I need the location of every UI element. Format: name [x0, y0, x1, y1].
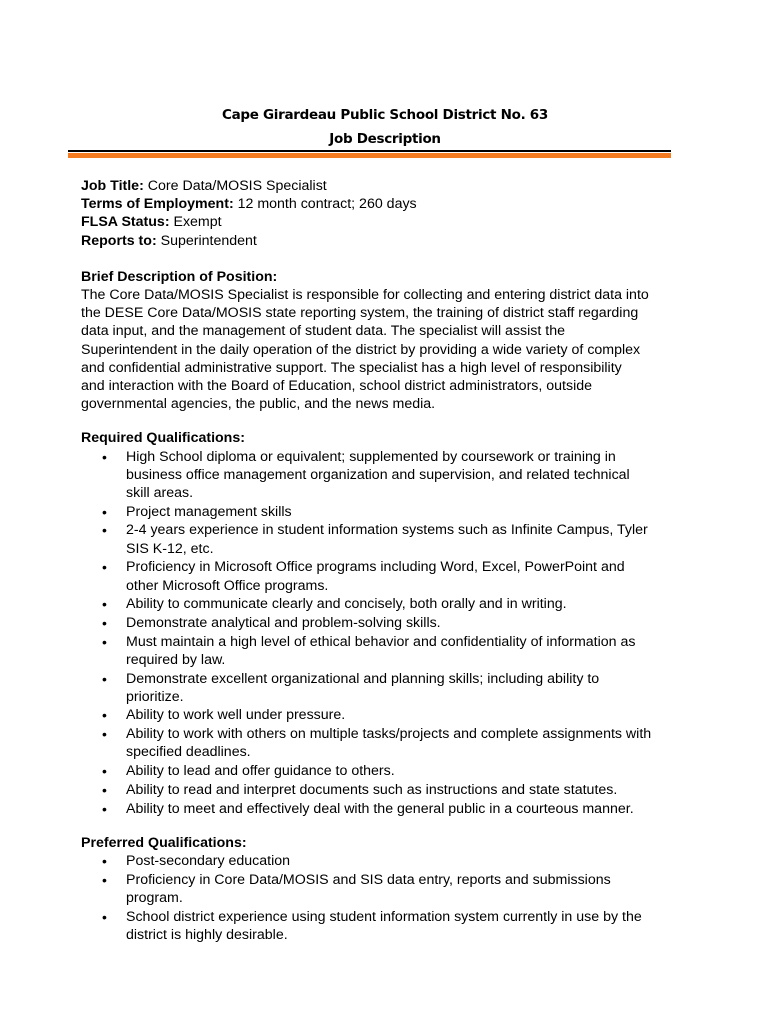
required-qualifications-list: [81, 448, 701, 818]
text-line: required by law.: [126, 651, 226, 668]
field-label: Job Title:: [81, 178, 144, 194]
preferred-qualifications-section: [81, 834, 701, 944]
field-terms-of-employment: [81, 195, 701, 213]
text-line: district is highly desirable.: [126, 927, 288, 944]
field-value: Core Data/MOSIS Specialist: [143, 178, 327, 194]
text-line: skill areas.: [126, 485, 194, 502]
text-line: Demonstrate analytical and problem-solving skills.: [126, 614, 441, 631]
section-title: Preferred Qualifications:: [81, 835, 247, 852]
list-item: [81, 706, 701, 724]
text-line: other Microsoft Office programs.: [126, 577, 329, 594]
list-item: [81, 633, 701, 669]
bullet-icon: •: [102, 909, 107, 926]
header-rule-thick: [68, 153, 671, 158]
text-line: specified deadlines.: [126, 744, 251, 761]
list-item: [81, 871, 701, 907]
text-line: SIS K-12, etc.: [126, 540, 214, 557]
text-line: Ability to communicate clearly and concisely, both orally and in writing.: [126, 596, 567, 613]
text-line: and interaction with the Board of Education, school district administrators, outside: [81, 378, 593, 395]
list-item: [81, 725, 701, 761]
list-item: [81, 852, 701, 870]
bullet-icon: •: [102, 448, 107, 465]
field-label: Terms of Employment:: [81, 196, 234, 213]
bullet-icon: •: [102, 670, 107, 687]
section-title: Required Qualifications:: [81, 430, 245, 447]
preferred-qualifications-list: [81, 852, 701, 944]
text-line: Superintendent in the daily operation of the district by providing a wide variety of complex: [81, 341, 641, 358]
field-value: 12 month contract; 260 days: [233, 196, 417, 213]
text-line: Proficiency in Microsoft Office programs including Word, Excel, PowerPoint and: [126, 559, 625, 576]
bullet-icon: •: [102, 726, 107, 743]
bullet-icon: •: [102, 596, 107, 613]
text-line: and confidential administrative support. The specialist has a high level of responsibility: [81, 359, 622, 376]
list-item: [81, 800, 701, 818]
document-header: [0, 103, 770, 151]
bullet-icon: •: [102, 503, 107, 520]
bullet-icon: •: [102, 559, 107, 576]
text-line: Project management skills: [126, 503, 292, 520]
text-line: program.: [126, 890, 183, 907]
brief-description-text: [81, 286, 701, 413]
bullet-icon: •: [102, 853, 107, 870]
text-line: School district experience using student information system currently in use by the: [126, 909, 642, 926]
bullet-icon: •: [102, 781, 107, 798]
field-value: Exempt: [169, 214, 222, 231]
list-item: [81, 614, 701, 632]
bullet-icon: •: [102, 633, 107, 650]
list-item: [81, 670, 701, 706]
document-title: Job Description: [329, 131, 441, 147]
brief-description-section: [81, 268, 701, 414]
section-title: Brief Description of Position:: [81, 268, 278, 285]
field-job-title: [81, 177, 701, 195]
required-qualifications-section: [81, 429, 701, 817]
text-line: business office management organization and supervision, and related technical: [126, 466, 630, 483]
text-line: Ability to lead and offer guidance to others.: [126, 763, 395, 780]
list-item: [81, 448, 701, 503]
text-line: High School diploma or equivalent; supplemented by coursework or training in: [126, 448, 616, 465]
text-line: Ability to read and interpret documents such as instructions and state statutes.: [126, 781, 618, 798]
text-line: governmental agencies, the public, and the news media.: [81, 396, 436, 413]
text-line: 2-4 years experience in student information systems such as Infinite Campus, Tyler: [126, 522, 648, 539]
text-line: Proficiency in Core Data/MOSIS and SIS data entry, reports and submissions: [126, 872, 611, 889]
list-item: [81, 908, 701, 944]
field-reports-to: [81, 232, 701, 250]
text-line: data input, and the management of student data. The specialist will assist the: [81, 323, 565, 340]
bullet-icon: •: [102, 614, 107, 631]
bullet-icon: •: [102, 763, 107, 780]
document-body: [81, 177, 701, 945]
field-flsa-status: [81, 213, 701, 231]
job-fields: [81, 177, 701, 250]
text-line: Ability to work well under pressure.: [126, 707, 346, 724]
text-line: Post-secondary education: [126, 853, 291, 870]
text-line: the DESE Core Data/MOSIS state reporting system, the training of district staff regarding: [81, 305, 639, 322]
bullet-icon: •: [102, 872, 107, 889]
bullet-icon: •: [102, 522, 107, 539]
field-label: Reports to:: [81, 232, 157, 249]
text-line: Demonstrate excellent organizational and planning skills; including ability to: [126, 670, 600, 687]
list-item: [81, 595, 701, 613]
list-item: [81, 503, 701, 521]
text-line: The Core Data/MOSIS Specialist is responsible for collecting and entering district data into: [81, 287, 649, 304]
field-label: FLSA Status:: [81, 214, 170, 231]
bullet-icon: •: [102, 800, 107, 817]
field-value: Superintendent: [156, 232, 257, 249]
header-rule-thin: [68, 150, 671, 152]
text-line: Ability to work with others on multiple tasks/projects and complete assignments with: [126, 726, 652, 743]
bullet-icon: •: [102, 707, 107, 724]
district-name: Cape Girardeau Public School District No. 63: [221, 107, 548, 123]
list-item: [81, 521, 701, 557]
list-item: [81, 558, 701, 594]
list-item: [81, 781, 701, 799]
list-item: [81, 762, 701, 780]
text-line: Ability to meet and effectively deal with the general public in a courteous manner.: [126, 800, 634, 817]
text-line: Must maintain a high level of ethical behavior and confidentiality of information as: [126, 633, 636, 650]
text-line: prioritize.: [126, 688, 184, 705]
